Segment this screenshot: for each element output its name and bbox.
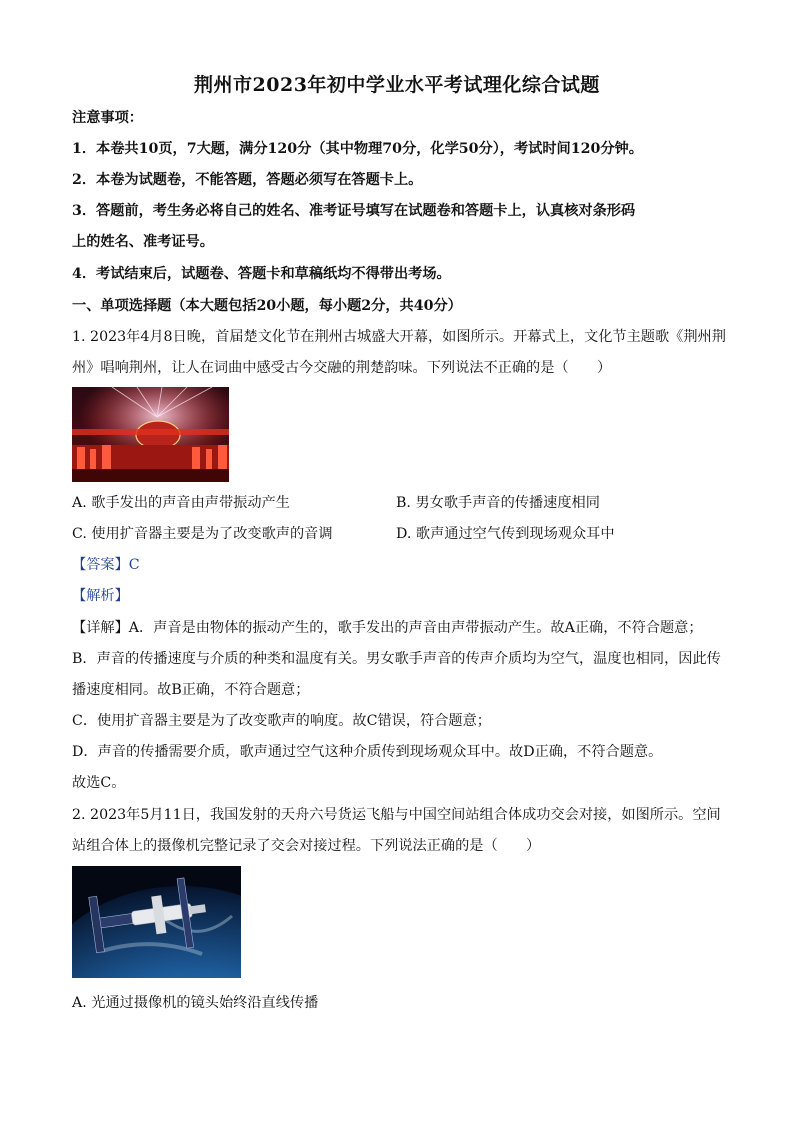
q1-analysis-line: D．声音的传播需要介质，歌声通过空气这种介质传到现场观众耳中。故D正确，不符合题意。 xyxy=(72,744,663,760)
q1-stem: 1. 2023年4月8日晚，首届楚文化节在荆州古城盛大开幕，如图所示。开幕式上，文化节主题歌《荆州荆 xyxy=(72,329,726,345)
q1-answer: 【答案】C xyxy=(72,557,140,573)
space-station-icon xyxy=(72,866,241,978)
q1-analysis-line: B．声音的传播速度与介质的种类和温度有关。男女歌手声音的传声介质均为空气，温度也相同，因此传 xyxy=(72,651,721,667)
q2-stem: 站组合体上的摄像机完整记录了交会对接过程。下列说法正确的是（ ） xyxy=(72,838,541,854)
q1-analysis-line: 播速度相同。故B正确，不符合题意； xyxy=(72,682,310,698)
q1-stem: 州》唱响荆州，让人在词曲中感受古今交融的荆楚韵味。下列说法不正确的是（ ） xyxy=(72,360,612,376)
q1-option-c: C. 使用扩音器主要是为了改变歌声的音调 xyxy=(72,526,333,542)
section-heading: 一、单项选择题（本大题包括20小题，每小题2分，共40分） xyxy=(72,298,462,314)
notice-item: 2．本卷为试题卷，不能答题，答题必须写在答题卡上。 xyxy=(72,172,423,188)
q1-option-a: A. 歌手发出的声音由声带振动产生 xyxy=(72,495,290,511)
notice-item: 4．考试结束后，试题卷、答题卡和草稿纸均不得带出考场。 xyxy=(72,266,451,282)
q1-analysis-line: 【详解】A．声音是由物体的振动产生的，歌手发出的声音由声带振动产生。故A正确，不符合题意； xyxy=(72,620,703,636)
q1-option-d: D. 歌声通过空气传到现场观众耳中 xyxy=(396,526,615,542)
stage-photo-icon xyxy=(72,387,229,482)
q1-analysis-line: 故选C。 xyxy=(72,775,126,791)
q1-option-b: B. 男女歌手声音的传播速度相同 xyxy=(396,495,600,511)
notice-item: 上的姓名、准考证号。 xyxy=(72,234,214,250)
q1-stage-photo xyxy=(72,387,229,482)
notice-heading: 注意事项： xyxy=(72,110,143,126)
q2-stem: 2. 2023年5月11日，我国发射的天舟六号货运飞船与中国空间站组合体成功交会对接，如图所示。空间 xyxy=(72,807,721,823)
page-title: 荆州市2023年初中学业水平考试理化综合试题 xyxy=(194,74,600,96)
q1-analysis-heading: 【解析】 xyxy=(72,588,129,604)
q1-analysis-line: C．使用扩音器主要是为了改变歌声的响度。故C错误，符合题意； xyxy=(72,713,491,729)
notice-item: 3．答题前，考生务必将自己的姓名、准考证号填写在试题卷和答题卡上，认真核对条形码 xyxy=(72,203,636,219)
q2-option-a: A. 光通过摄像机的镜头始终沿直线传播 xyxy=(72,995,319,1011)
q2-space-station-photo xyxy=(72,866,241,978)
notice-item: 1．本卷共10页，7大题，满分120分（其中物理70分，化学50分），考试时间120分钟。 xyxy=(72,141,643,157)
